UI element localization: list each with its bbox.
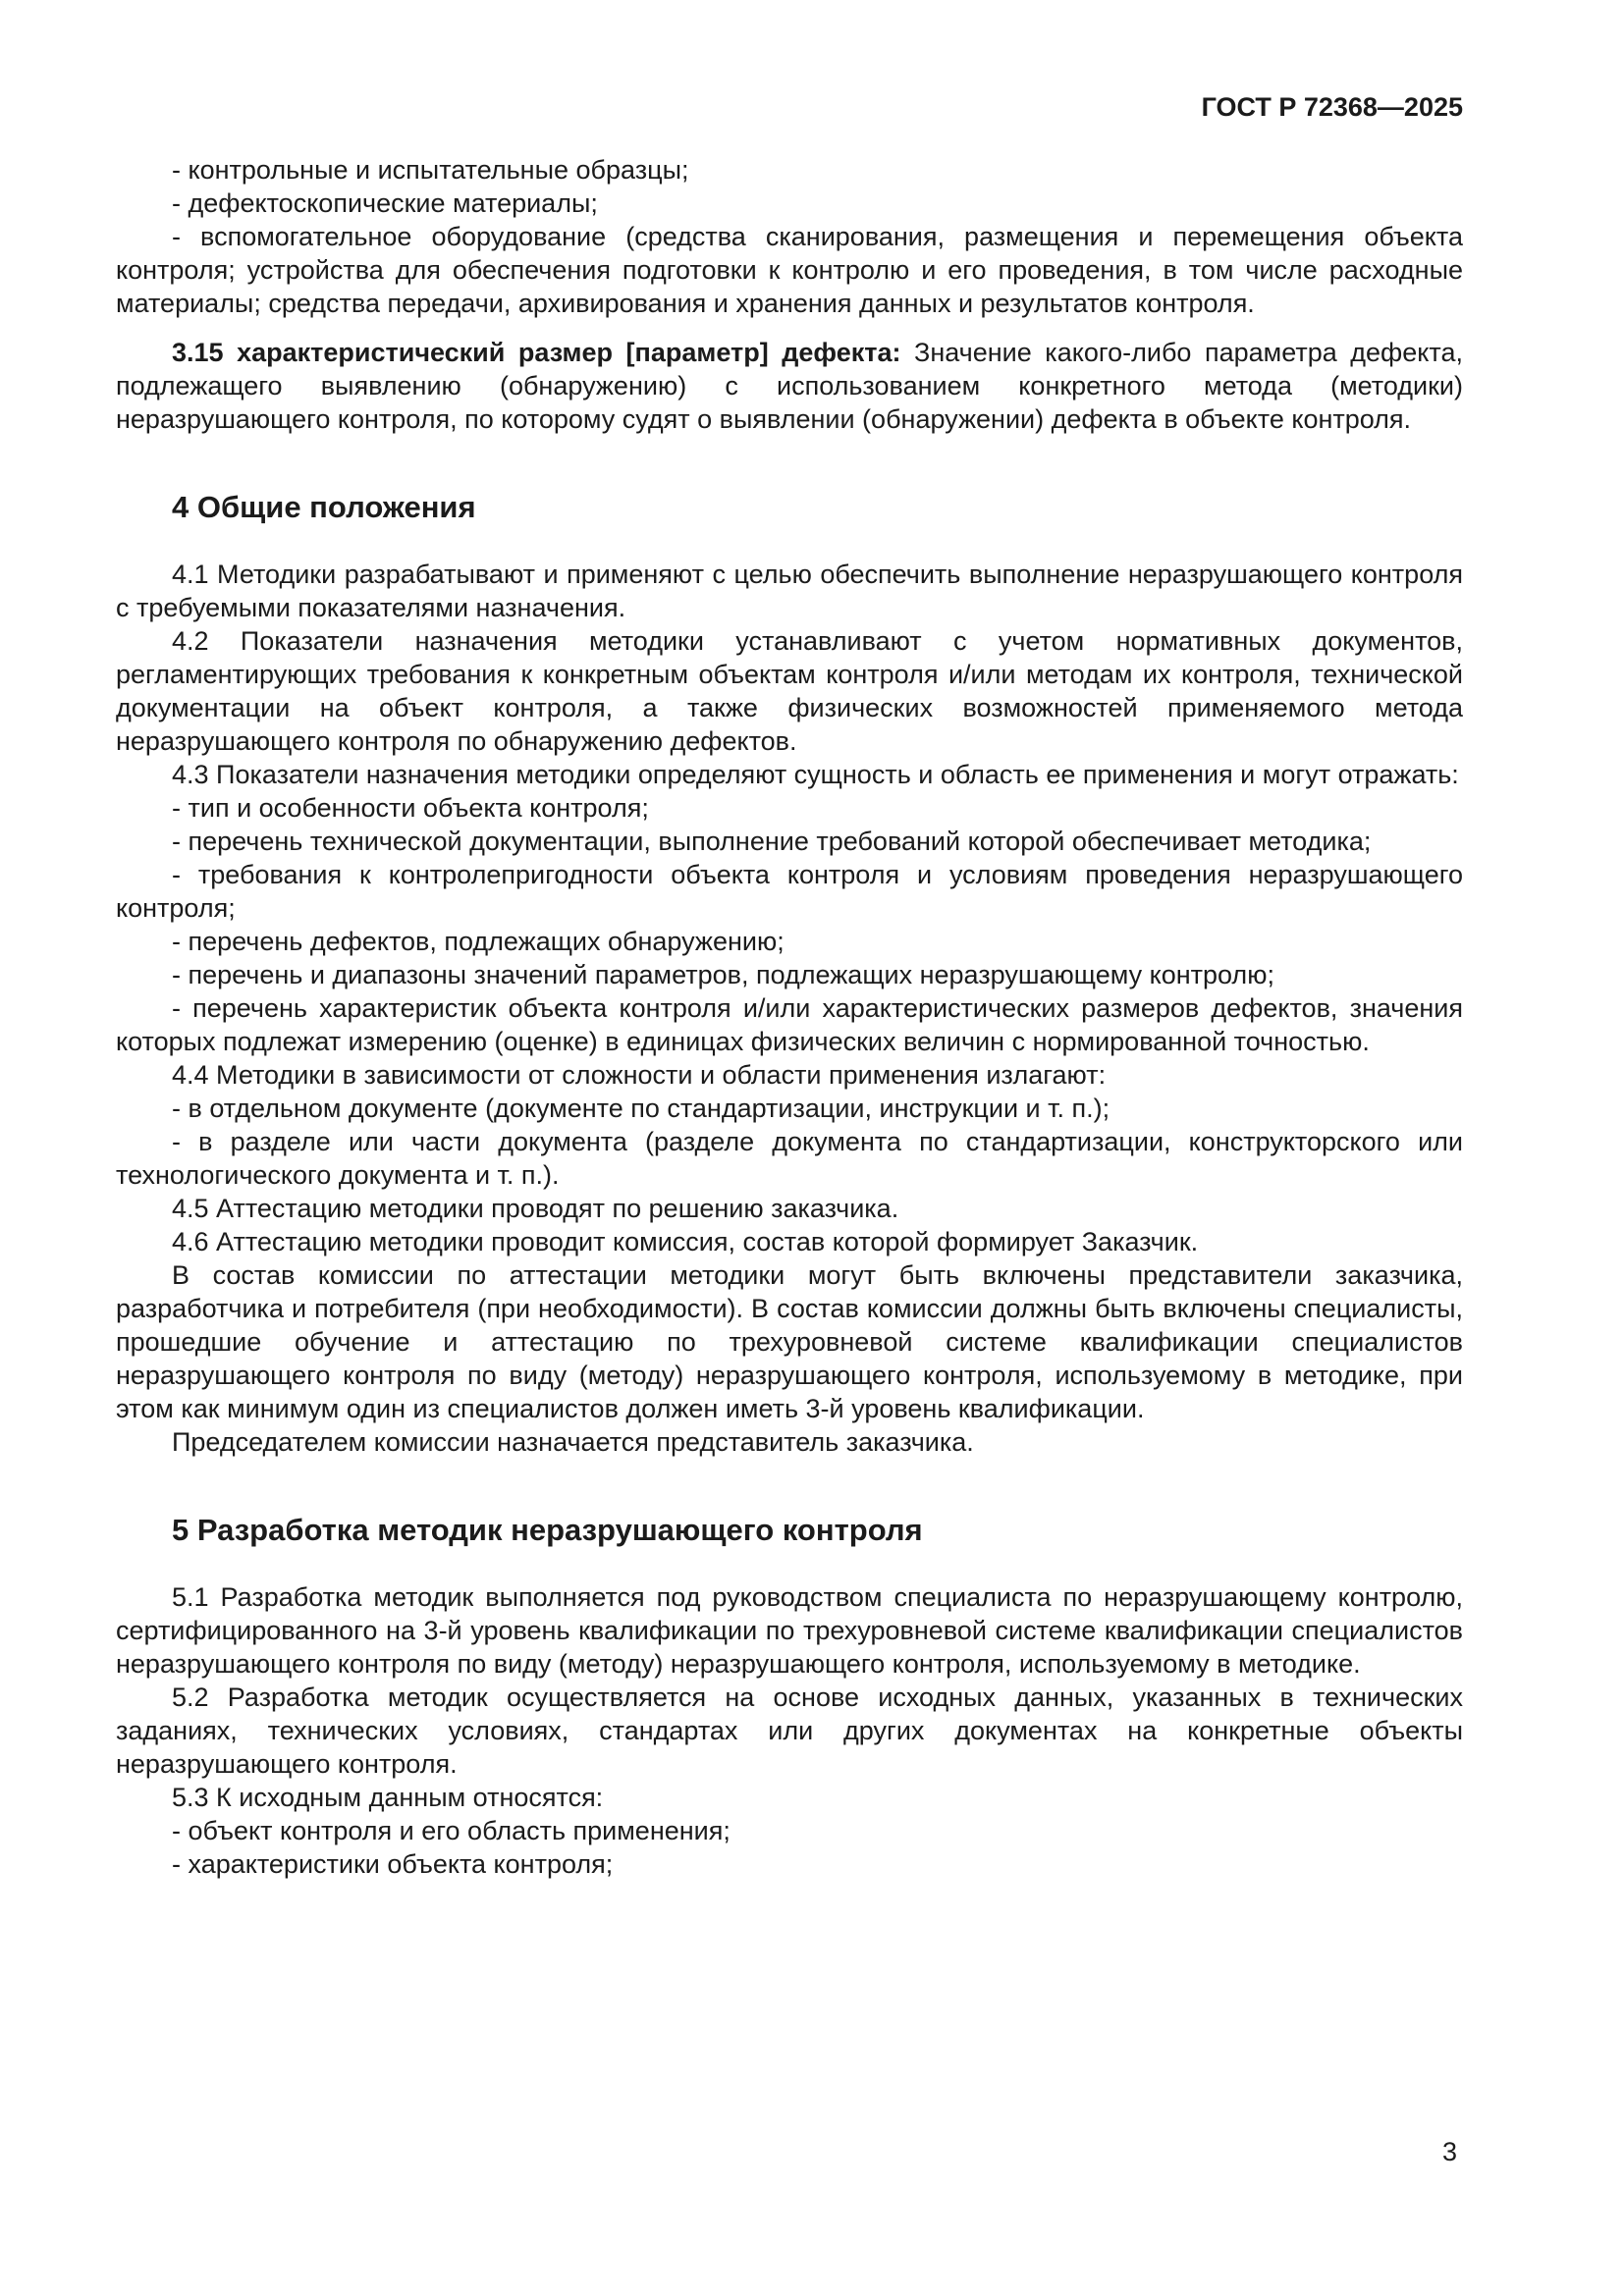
list-item: - перечень и диапазоны значений параметров, подлежащих неразрушающему контролю; [172,960,1274,989]
paragraph-4-5: 4.5 Аттестацию методики проводят по решению заказчика. [172,1194,899,1223]
list-item: - требования к контролепригодности объекта контроля и условиям проведения неразрушающего контроля; [116,860,1463,923]
list-item: - перечень технической документации, выполнение требований которой обеспечивает методика; [172,827,1372,856]
list-item: - характеристики объекта контроля; [172,1849,614,1879]
paragraph-4-4: 4.4 Методики в зависимости от сложности и области применения излагают: [172,1060,1107,1090]
term-title: 3.15 характеристический размер [параметр] дефекта: [172,338,901,367]
paragraph-4-2: 4.2 Показатели назначения методики устанавливают с учетом нормативных документов, регламентирующих требования к конкретным объектам контроля и/или методам их контроля, технической документации на объект контроля, а также физических возможностей применяемого метода неразрушающего контроля по обнаружению дефектов. [116,626,1463,756]
list-item: - вспомогательное оборудование (средства сканирования, размещения и перемещения объекта контроля; устройства для обеспечения подготовки к контролю и его проведения, в том числе расходные материалы; средства передачи, архивирования и хранения данных и результатов контроля. [116,222,1463,318]
doc-number: ГОСТ Р 72368—2025 [1201,92,1463,122]
paragraph-4-3: 4.3 Показатели назначения методики определяют сущность и область ее применения и могут отражать: [172,760,1459,789]
list-item: - перечень характеристик объекта контроля и/или характеристических размеров дефектов, значения которых подлежат измерению (оценке) в единицах физических величин с нормированной точностью. [116,993,1463,1056]
section-5-heading: 5 Разработка методик неразрушающего контроля [172,1513,923,1547]
list-item: - в отдельном документе (документе по стандартизации, инструкции и т. п.); [172,1094,1110,1123]
term-definition-3-15 [116,336,1463,436]
page-footer [1442,2135,1457,2168]
paragraph-4-1: 4.1 Методики разрабатывают и применяют с целью обеспечить выполнение неразрушающего контроля с требуемыми показателями назначения. [116,560,1463,622]
document-header [116,90,1463,124]
list-item: - объект контроля и его область применения; [172,1816,731,1845]
document-body [116,153,1463,1881]
paragraph-commission-composition: В состав комиссии по аттестации методики могут быть включены представители заказчика, разработчика и потребителя (при необходимости). В состав комиссии должны быть включены специалисты, прошедшие обучение и аттестацию по трехуровневой системе квалификации специалистов неразрушающего контроля по виду (методу) неразрушающего контроля, используемому в методике, при этом как минимум один из специалистов должен иметь 3-й уровень квалификации. [116,1260,1463,1423]
paragraph-commission-chairman: Председателем комиссии назначается представитель заказчика. [172,1427,974,1457]
list-item: - контрольные и испытательные образцы; [172,155,689,185]
list-item: - тип и особенности объекта контроля; [172,793,649,823]
list-item: - в разделе или части документа (разделе документа по стандартизации, конструкторского или технологического документа и т. п.). [116,1127,1463,1190]
term-body: Значение какого-либо параметра дефекта, подлежащего выявлению (обнаружению) с использованием конкретного метода (методики) неразрушающего контроля, по которому судят о выявлении (обнаружении) дефекта в объекте контроля. [116,338,1463,434]
page-number: 3 [1441,2137,1457,2166]
paragraph-4-6: 4.6 Аттестацию методики проводит комиссия, состав которой формирует Заказчик. [172,1227,1199,1256]
section-4-heading: 4 Общие положения [172,490,476,524]
paragraph-5-2: 5.2 Разработка методик осуществляется на основе исходных данных, указанных в технических заданиях, технических условиях, стандартах или других документах на конкретные объекты неразрушающего контроля. [116,1682,1463,1779]
paragraph-5-3: 5.3 К исходным данным относятся: [172,1783,604,1812]
list-item: - перечень дефектов, подлежащих обнаружению; [172,927,785,956]
paragraph-5-1: 5.1 Разработка методик выполняется под руководством специалиста по неразрушающему контролю, сертифицированного на 3-й уровень квалификации по трехуровневой системе квалификации специалистов неразрушающего контроля по виду (методу) неразрушающего контроля, используемому в методике. [116,1582,1463,1679]
list-item: - дефектоскопические материалы; [172,188,598,218]
